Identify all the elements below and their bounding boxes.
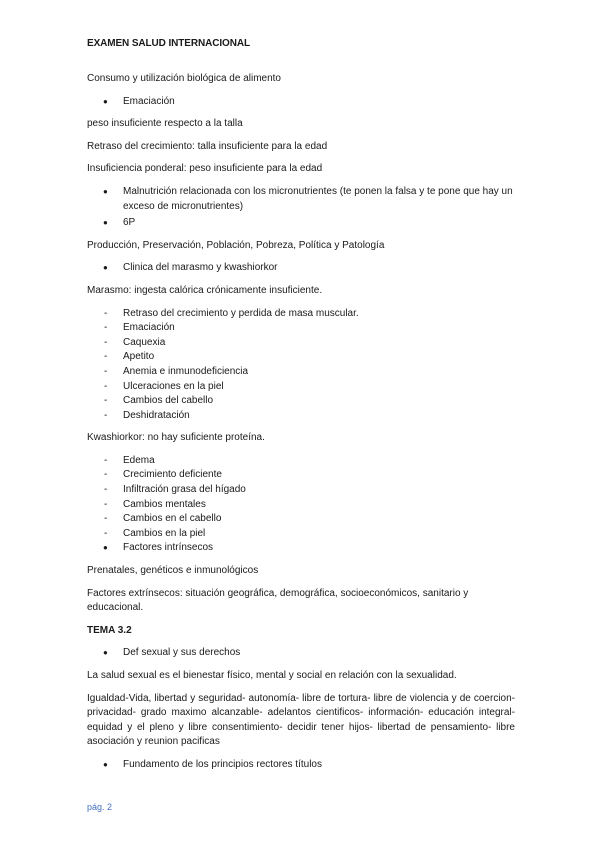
bullet-list	[87, 95, 515, 110]
dash-marker: -	[104, 395, 108, 407]
kwashiorkor-list	[87, 454, 515, 542]
bullet-list	[87, 541, 515, 556]
paragraph-retraso: Retraso del crecimiento: talla insuficiente para la edad	[87, 140, 328, 152]
page-number: pág. 2	[87, 802, 113, 812]
list-item: ● Malnutrición relacionada con los micronutrientes (te ponen la falsa y te pone que hay un exceso de micronutrientes)	[103, 185, 513, 212]
paragraph-salud-sexual: La salud sexual es el bienestar físico, mental y social en relación con la sexualidad.	[87, 670, 457, 681]
list-item: - Apetito	[87, 350, 515, 365]
dash-marker: -	[104, 513, 108, 525]
bullet-marker: ●	[103, 263, 108, 273]
dash-marker: -	[104, 409, 108, 421]
list-item: - Ulceraciones en la piel	[87, 380, 515, 395]
bullet-marker: ●	[103, 543, 108, 553]
dash-marker: -	[104, 454, 108, 466]
bullet-list	[87, 758, 515, 773]
bullet-list	[87, 646, 515, 661]
section-heading: TEMA 3.2	[87, 624, 132, 636]
dash-marker: -	[104, 307, 108, 319]
list-item: - Edema	[87, 454, 515, 469]
list-item: - Crecimiento deficiente	[87, 468, 515, 483]
list-item: ● Factores intrínsecos	[87, 541, 515, 556]
bullet-list	[87, 185, 515, 231]
list-item: ● Emaciación	[87, 95, 515, 110]
dash-marker: -	[104, 365, 108, 377]
paragraph-factores-extrinsecos: Factores extrínsecos: situación geográfica, demográfica, socioeconómicos, sanitario y educacional.	[87, 587, 469, 614]
bullet-marker: ●	[103, 186, 108, 196]
bullet-list	[87, 261, 515, 276]
bullet-marker: ●	[103, 218, 108, 228]
list-item: ● Def sexual y sus derechos	[87, 646, 515, 661]
dash-marker: -	[104, 351, 108, 363]
list-item: - Cambios en la piel	[87, 527, 515, 542]
list-item: - Cambios mentales	[87, 498, 515, 513]
dash-marker: -	[104, 469, 108, 481]
dash-marker: -	[104, 498, 108, 510]
paragraph-marasmo: Marasmo: ingesta calórica crónicamente insuficiente.	[87, 284, 323, 296]
list-item: - Cambios del cabello	[87, 394, 515, 409]
paragraph-insuficiencia: Insuficiencia ponderal: peso insuficiente para la edad	[87, 163, 323, 175]
list-item: ● Fundamento de los principios rectores títulos	[87, 758, 515, 773]
dash-marker: -	[104, 527, 108, 539]
list-item: - Cambios en el cabello	[87, 512, 515, 527]
dash-marker: -	[104, 484, 108, 496]
list-item: - Infiltración grasa del hígado	[87, 483, 515, 498]
list-item: - Anemia e inmunodeficiencia	[87, 365, 515, 380]
bullet-marker: ●	[103, 648, 108, 658]
paragraph-consumo: Consumo y utilización biológica de alimento	[87, 73, 281, 84]
marasmo-list	[87, 307, 515, 424]
paragraph-derechos: Igualdad-Vida, libertad y seguridad- autonomía- libre de tortura- libre de violencia y de coercion- privacidad- grado maximo alcanzable- adelantos cientificos- información- educación integral- equidad y el pleno y libre consentimiento- decidir tener hijos- libertad de pensamiento- libre asociación y reunion pacificas	[87, 692, 515, 748]
page-content	[87, 72, 515, 781]
list-item: - Caquexia	[87, 336, 515, 351]
paragraph-kwashiorkor: Kwashiorkor: no hay suficiente proteína.	[87, 432, 265, 444]
page-header: EXAMEN SALUD INTERNACIONAL	[87, 38, 250, 49]
dash-marker: -	[104, 380, 108, 392]
list-item: ● Clinica del marasmo y kwashiorkor	[87, 261, 515, 276]
list-item: - Deshidratación	[87, 409, 515, 424]
dash-marker: -	[104, 336, 108, 348]
list-item: - Retraso del crecimiento y perdida de masa muscular.	[87, 307, 515, 322]
paragraph-6p: Producción, Preservación, Población, Pobreza, Política y Patología	[87, 239, 385, 251]
bullet-marker: ●	[103, 96, 108, 106]
list-item: ● 6P	[87, 216, 515, 231]
paragraph-peso: peso insuficiente respecto a la talla	[87, 118, 243, 130]
dash-marker: -	[104, 322, 108, 334]
bullet-marker: ●	[103, 759, 108, 769]
list-item: - Emaciación	[87, 321, 515, 336]
paragraph-prenatales: Prenatales, genéticos e inmunológicos	[87, 565, 259, 577]
